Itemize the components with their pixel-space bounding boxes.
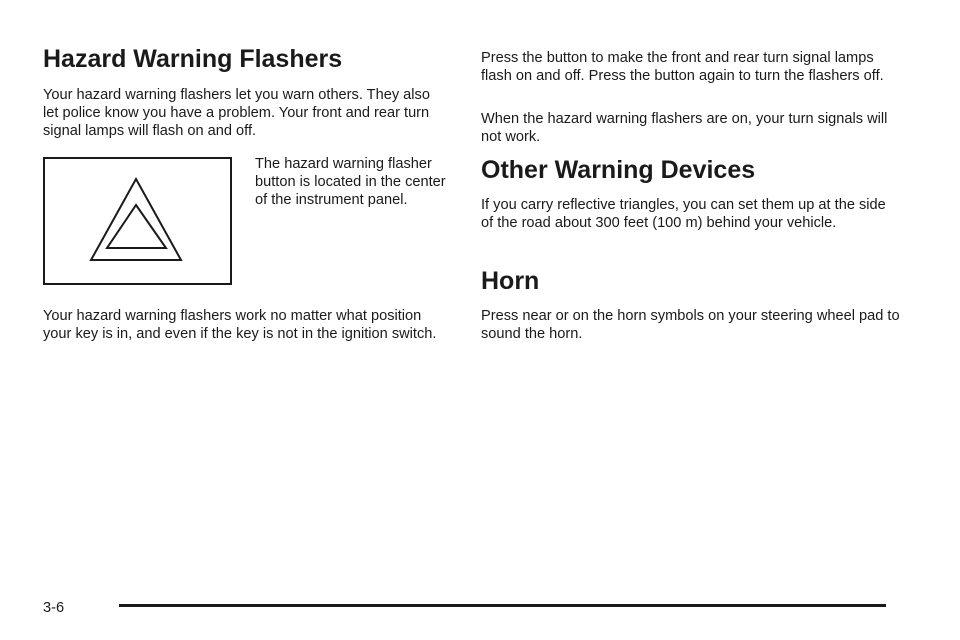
hazard-key-paragraph: Your hazard warning flashers work no matter what position your key is in, and even if the key is not in the ignition switch. xyxy=(43,308,437,343)
hazard-intro-paragraph: Your hazard warning flashers let you warn others. They also let police know you have a problem. Your front and rear turn signal lamps will flash on and off. xyxy=(43,87,430,140)
footer-rule xyxy=(119,604,886,607)
hazard-press-paragraph: Press the button to make the front and rear turn signal lamps flash on and off. Press the button again to turn the flashers off. xyxy=(481,50,884,85)
other-devices-heading: Other Warning Devices xyxy=(481,156,756,184)
hazard-triangle-icon xyxy=(45,159,230,283)
horn-paragraph: Press near or on the horn symbols on your steering wheel pad to sound the horn. xyxy=(481,308,900,343)
hazard-when-on-paragraph: When the hazard warning flashers are on, your turn signals will not work. xyxy=(481,111,888,146)
hazard-button-figure xyxy=(43,157,232,285)
other-devices-paragraph: If you carry reflective triangles, you can set them up at the side of the road about 300 feet (100 m) behind your vehicle. xyxy=(481,197,886,232)
page-number: 3-6 xyxy=(43,600,65,616)
hazard-heading: Hazard Warning Flashers xyxy=(43,45,343,73)
horn-heading: Horn xyxy=(481,267,540,295)
hazard-location-paragraph: The hazard warning flasher button is located in the center of the instrument panel. xyxy=(255,156,446,209)
